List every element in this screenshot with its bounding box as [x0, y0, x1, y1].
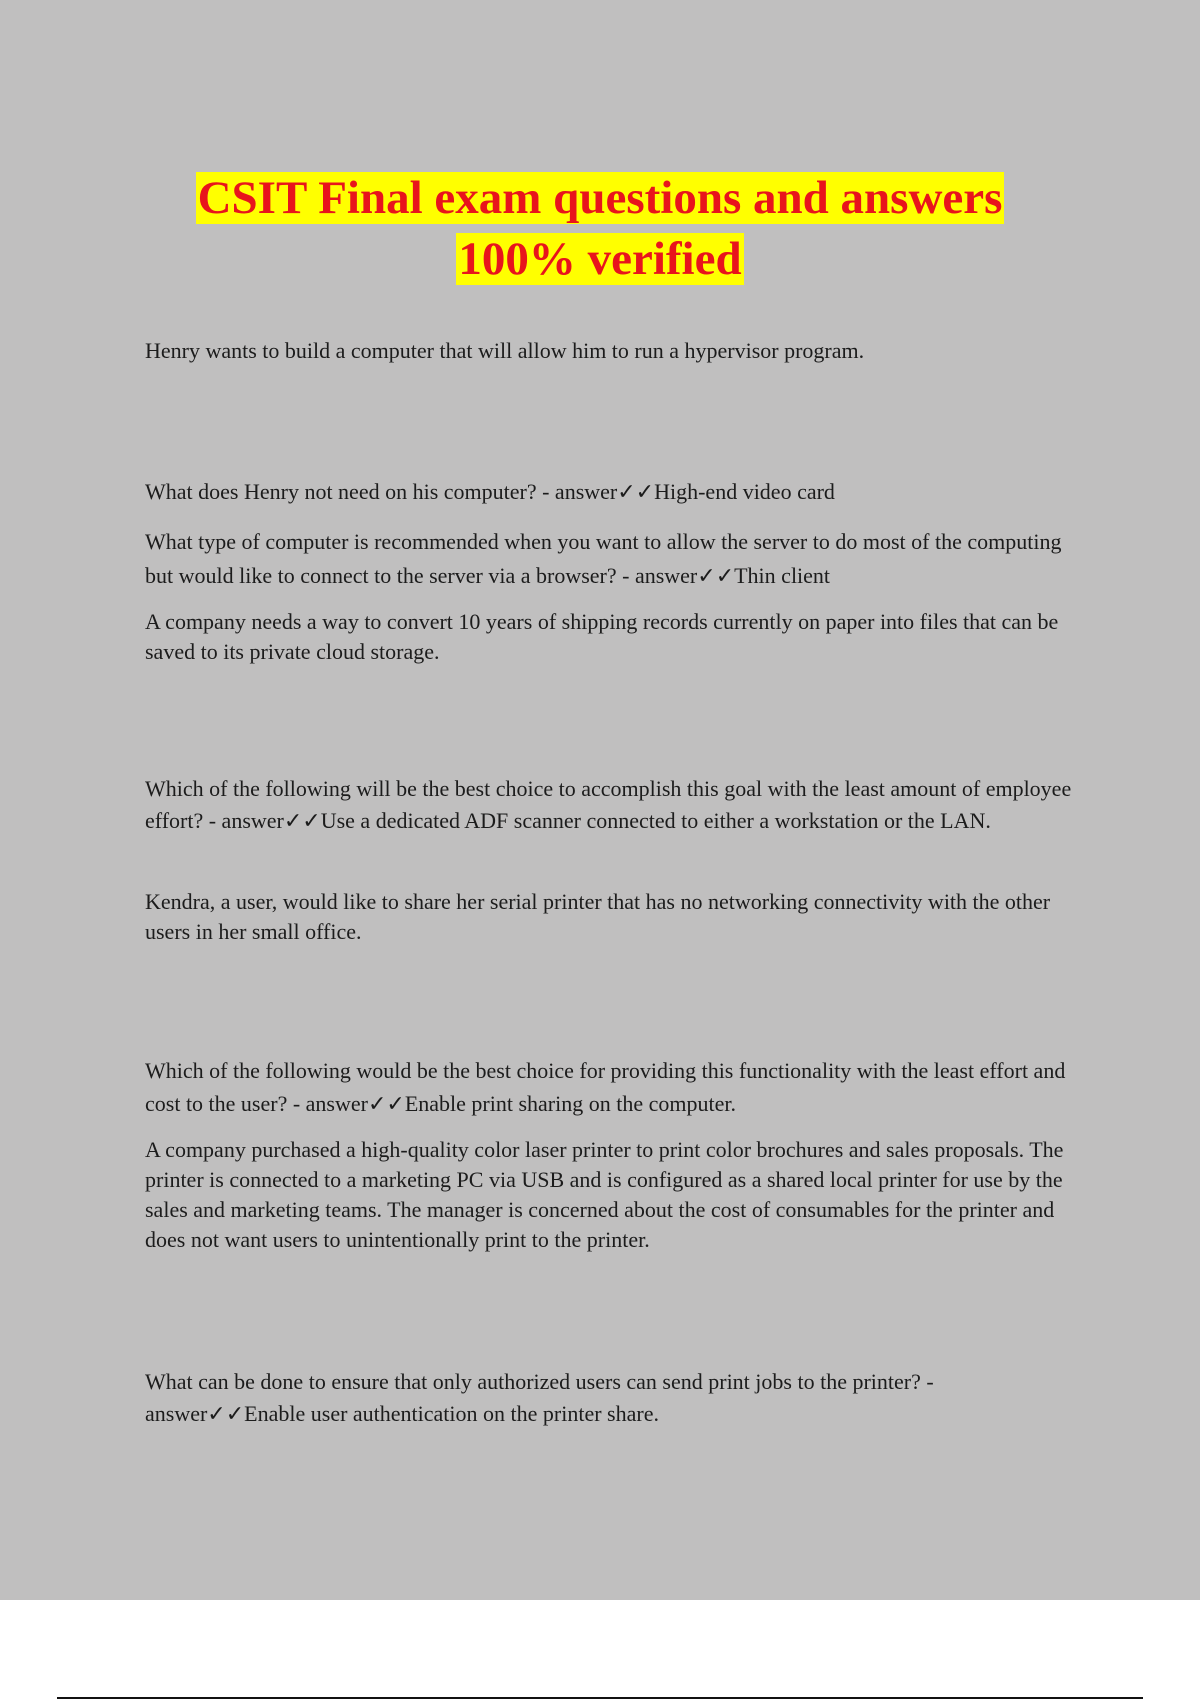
title-line-1: CSIT Final exam questions and answers — [197, 172, 1003, 224]
title-line-2: 100% verified — [458, 233, 742, 285]
paragraph-henry-intro: Henry wants to build a computer that will allow him to run a hypervisor program. — [145, 338, 865, 363]
paragraph-adf-scanner: Which of the following will be the best choice to accomplish this goal with the least amount of employee effort? - answer✓✓Use a dedicated ADF scanner connected to either a workstation or the LAN. — [145, 776, 1072, 833]
paragraph-shipping-records: A company needs a way to convert 10 years of shipping records currently on paper into files that can be saved to its private cloud storage. — [145, 609, 1059, 664]
footer-divider — [57, 1697, 1143, 1699]
paragraph-kendra-intro: Kendra, a user, would like to share her serial printer that has no networking connectivity with the other users in her small office. — [145, 889, 1051, 944]
paragraph-henry-answer: What does Henry not need on his computer? - answer✓✓High-end video card — [145, 479, 835, 504]
paragraph-printer-authentication: What can be done to ensure that only authorized users can send print jobs to the printer? - answer✓✓Enable user authentication on the printer share. — [145, 1369, 934, 1426]
paragraph-thin-client: What type of computer is recommended when you want to allow the server to do most of the computing but would like to connect to the server via a browser? - answer✓✓Thin client — [145, 529, 1062, 588]
document-title — [0, 168, 1200, 290]
paragraph-laser-printer: A company purchased a high-quality color laser printer to print color brochures and sales proposals. The printer is connected to a marketing PC via USB and is configured as a shared local printer for use by the sales and marketing teams. The manager is concerned about the cost of consumables for the printer and does not want users to unintentionally print to the printer. — [145, 1137, 1064, 1252]
paragraph-print-sharing: Which of the following would be the best choice for providing this functionality with the least effort and cost to the user? - answer✓✓Enable print sharing on the computer. — [145, 1058, 1066, 1116]
